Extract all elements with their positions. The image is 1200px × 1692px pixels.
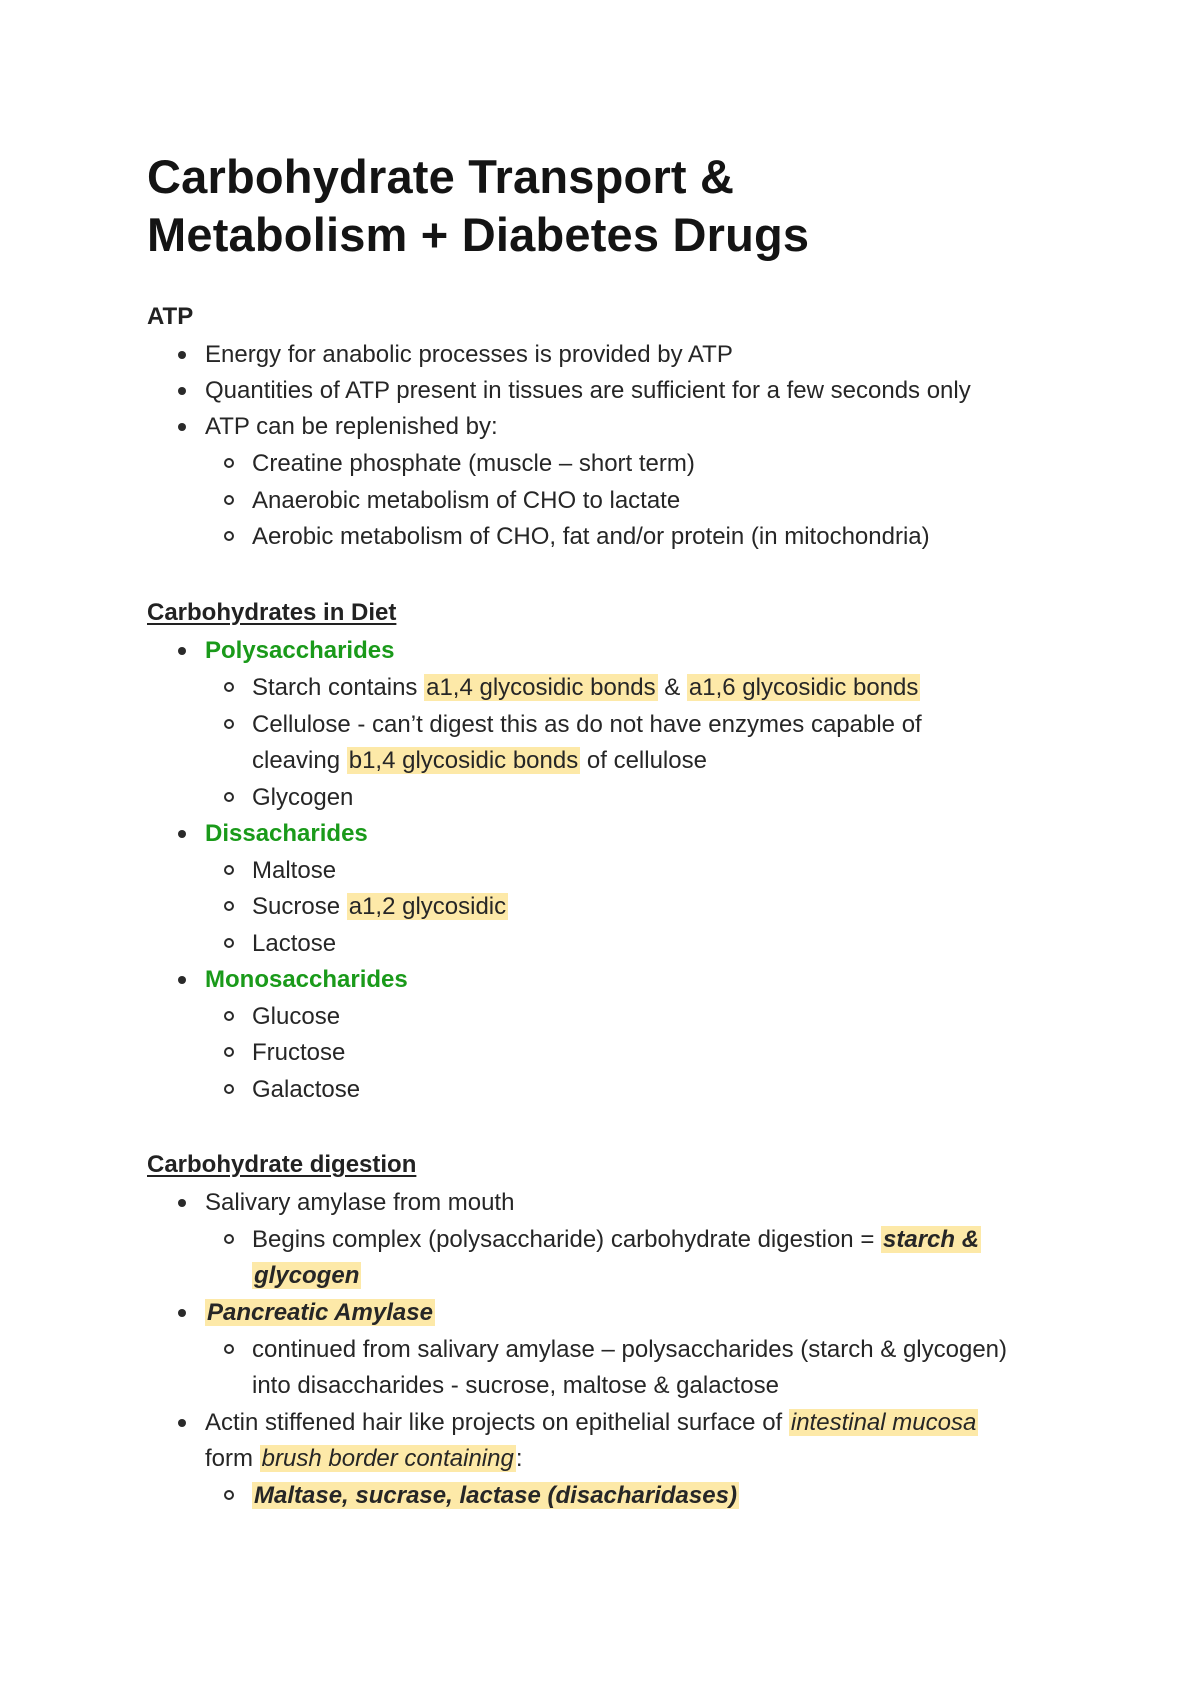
sub-bullet-icon — [224, 938, 234, 948]
list-item — [252, 1481, 739, 1511]
list-item-continuation: into disaccharides - sucrose, maltose & galactose — [252, 1372, 779, 1399]
text: : — [515, 1445, 523, 1472]
highlight: brush border containing — [261, 1445, 514, 1472]
sub-bullet-icon — [224, 458, 234, 468]
sub-bullet-icon — [224, 682, 234, 692]
list-item: continued from salivary amylase – polysaccharides (starch & glycogen) — [252, 1336, 1008, 1363]
text: cleaving — [252, 747, 347, 774]
list-item: Quantities of ATP present in tissues are sufficient for a few seconds only — [205, 377, 971, 404]
list-item: Fructose — [252, 1039, 346, 1066]
section-heading-diet: Carbohydrates in Diet — [147, 599, 397, 626]
list-item: Cellulose - can’t digest this as do not have enzymes capable of — [252, 711, 922, 738]
list-item: Maltose — [252, 857, 337, 884]
bullet-icon — [178, 1419, 186, 1427]
list-item-continuation — [252, 1261, 361, 1291]
highlight: starch & — [883, 1226, 980, 1253]
sub-bullet-icon — [224, 1344, 234, 1354]
list-item: Monosaccharides — [205, 966, 408, 993]
sub-bullet-icon — [224, 1234, 234, 1244]
sub-bullet-icon — [224, 531, 234, 541]
text: Sucrose — [252, 893, 347, 920]
sub-bullet-icon — [224, 865, 234, 875]
highlight: Pancreatic Amylase — [207, 1299, 433, 1326]
list-item: Aerobic metabolism of CHO, fat and/or protein (in mitochondria) — [252, 523, 930, 550]
bullet-icon — [178, 1199, 186, 1207]
list-item: Polysaccharides — [205, 637, 395, 664]
text: of cellulose — [580, 747, 707, 774]
bullet-icon — [178, 830, 186, 838]
highlight: a1,4 glycosidic bonds — [426, 674, 656, 701]
list-item — [205, 1298, 435, 1328]
bullet-icon — [178, 647, 186, 655]
bullet-icon — [178, 1309, 186, 1317]
sub-bullet-icon — [224, 719, 234, 729]
sub-bullet-icon — [224, 1084, 234, 1094]
list-item: Glucose — [252, 1003, 341, 1030]
text: Actin stiffened hair like projects on epithelial surface of — [205, 1409, 789, 1436]
highlight: a1,2 glycosidic — [348, 893, 507, 920]
list-item: Anaerobic metabolism of CHO to lactate — [252, 487, 681, 514]
list-item: Glycogen — [252, 784, 354, 811]
list-item: Dissacharides — [205, 820, 368, 847]
sub-bullet-icon — [224, 1047, 234, 1057]
highlight: a1,6 glycosidic bonds — [688, 674, 919, 701]
list-item: Galactose — [252, 1076, 361, 1103]
sub-bullet-icon — [224, 1011, 234, 1021]
highlight: Maltase, sucrase, lactase (disacharidases) — [254, 1482, 737, 1509]
sub-bullet-icon — [224, 495, 234, 505]
list-item: ATP can be replenished by: — [205, 413, 498, 440]
list-item — [252, 1225, 981, 1255]
sub-bullet-icon — [224, 901, 234, 911]
bullet-icon — [178, 423, 186, 431]
bullet-icon — [178, 976, 186, 984]
section-heading-atp: ATP — [147, 303, 194, 330]
list-item-continuation — [205, 1444, 523, 1474]
bullet-icon — [178, 387, 186, 395]
title-line-2: Metabolism + Diabetes Drugs — [147, 208, 810, 261]
text: form — [205, 1445, 260, 1472]
list-item: Energy for anabolic processes is provided by ATP — [205, 341, 733, 368]
list-item — [252, 892, 508, 922]
page-title — [147, 148, 809, 264]
list-item: Salivary amylase from mouth — [205, 1189, 515, 1216]
list-item — [205, 1408, 978, 1438]
highlight: glycogen — [254, 1262, 360, 1289]
text: & — [657, 674, 687, 701]
list-item-continuation — [252, 746, 707, 776]
section-heading-digestion: Carbohydrate digestion — [147, 1151, 417, 1178]
bullet-icon — [178, 351, 186, 359]
text: Begins complex (polysaccharide) carbohydrate digestion = — [252, 1226, 882, 1253]
list-item: Creatine phosphate (muscle – short term) — [252, 450, 695, 477]
highlight: b1,4 glycosidic bonds — [348, 747, 579, 774]
highlight: intestinal mucosa — [790, 1409, 977, 1436]
list-item: Lactose — [252, 930, 337, 957]
sub-bullet-icon — [224, 1490, 234, 1500]
list-item — [252, 673, 920, 703]
text: Starch contains — [252, 674, 425, 701]
sub-bullet-icon — [224, 792, 234, 802]
title-line-1: Carbohydrate Transport & — [147, 150, 735, 203]
